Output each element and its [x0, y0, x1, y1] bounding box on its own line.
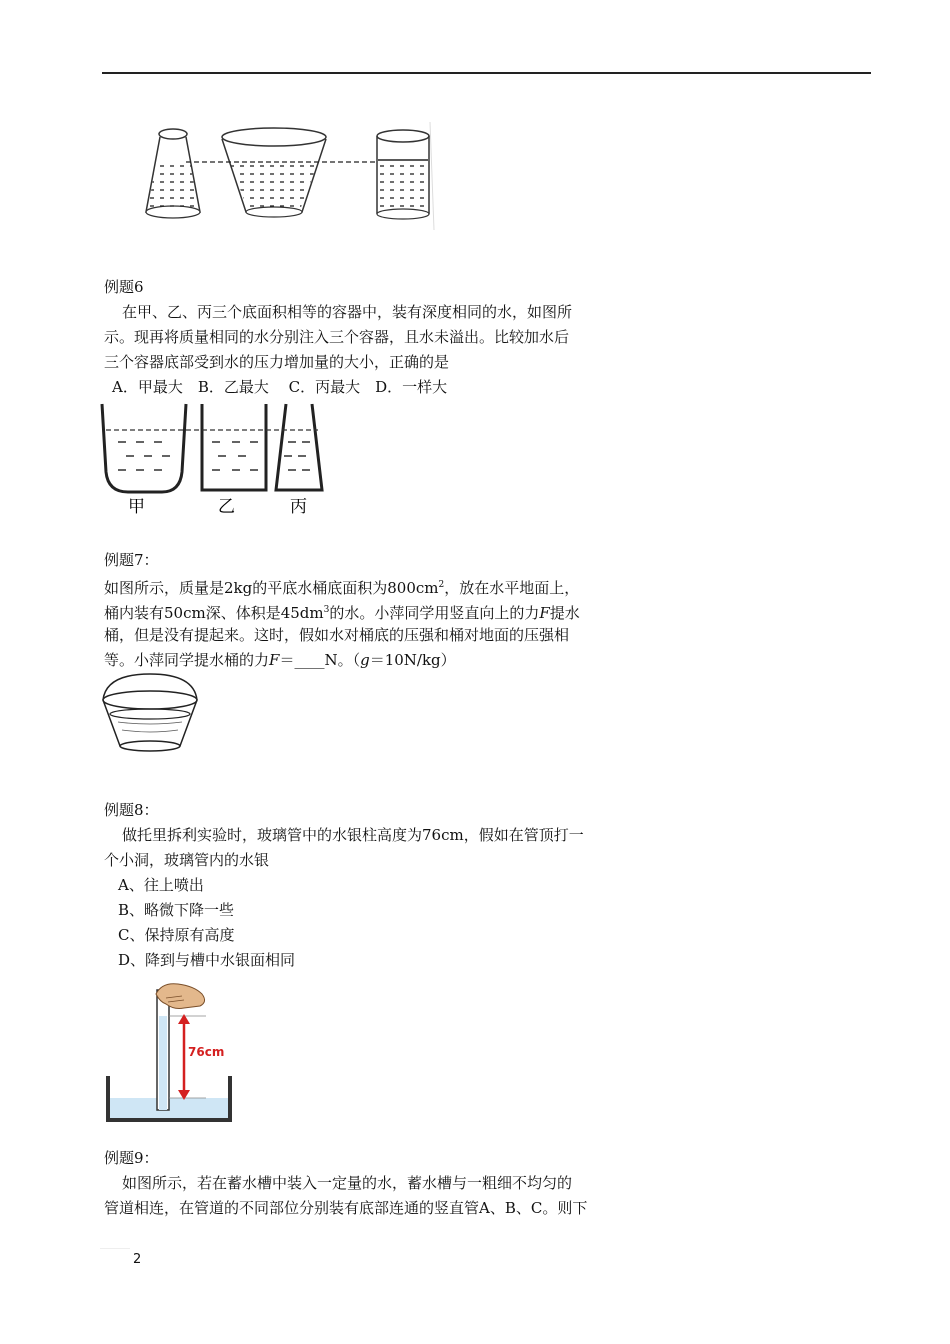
height-label: 76cm: [188, 1045, 225, 1059]
label-bing: 丙: [290, 497, 307, 517]
ex8-line-1: 做托里拆利实验时，玻璃管中的水银柱高度为76cm，假如在管顶打一: [122, 826, 584, 844]
ex7-line-2: 桶内装有50cm深、体积是$45dm^3$的水。小萍同学用竖直向上的力F提水: [104, 604, 580, 622]
label-jia: 甲: [128, 497, 145, 517]
ex8-line-2: 个小洞，玻璃管内的水银: [104, 851, 270, 869]
page-number-rule: [100, 1248, 130, 1249]
ex9-line-1: 如图所示，若在蓄水槽中装入一定量的水，蓄水槽与一粗细不均匀的: [122, 1174, 573, 1192]
ex9-line-2: 管道相连，在管道的不同部位分别装有底部连通的竖直管A、B、C。则下: [104, 1199, 588, 1217]
ex9-heading: 例题9：: [104, 1149, 159, 1167]
three-containers-figure: [138, 122, 438, 230]
label-yi: 乙: [218, 497, 235, 517]
page-number: 2: [133, 1252, 142, 1267]
ex6-line-1: 在甲、乙、丙三个底面积相等的容器中，装有深度相同的水，如图所: [122, 303, 573, 321]
ex7-line-1: 如图所示，质量是2kg的平底水桶底面积为$800cm^2$，放在水平地面上，: [104, 579, 580, 597]
ex8-heading: 例题8：: [104, 801, 159, 819]
ex8-option-c: C、保持原有高度: [118, 926, 235, 944]
ex6-options: A．甲最大 B．乙最大 C．丙最大 D．一样大: [112, 378, 448, 396]
bucket-figure: [100, 672, 200, 754]
ex7-line-4: 等。小萍同学提水桶的力F＝____N。（g＝10N/kg）: [104, 651, 456, 669]
ex6-heading: 例题6: [104, 278, 144, 296]
ex6-line-2: 示。现再将质量相同的水分别注入三个容器，且水未溢出。比较加水后: [104, 328, 570, 346]
ex7-heading: 例题7：: [104, 551, 159, 569]
ex8-option-b: B、略微下降一些: [118, 901, 235, 919]
ex8-option-d: D、降到与槽中水银面相同: [118, 951, 296, 969]
ex8-option-a: A、往上喷出: [118, 876, 204, 894]
jia-yi-bing-figure: [98, 400, 338, 520]
ex7-line-3: 桶，但是没有提起来。这时，假如水对桶底的压强和桶对地面的压强相: [104, 626, 570, 644]
ex6-line-3: 三个容器底部受到水的压力增加量的大小，正确的是: [104, 353, 450, 371]
torricelli-figure: [104, 980, 234, 1125]
header-rule: [102, 72, 871, 74]
